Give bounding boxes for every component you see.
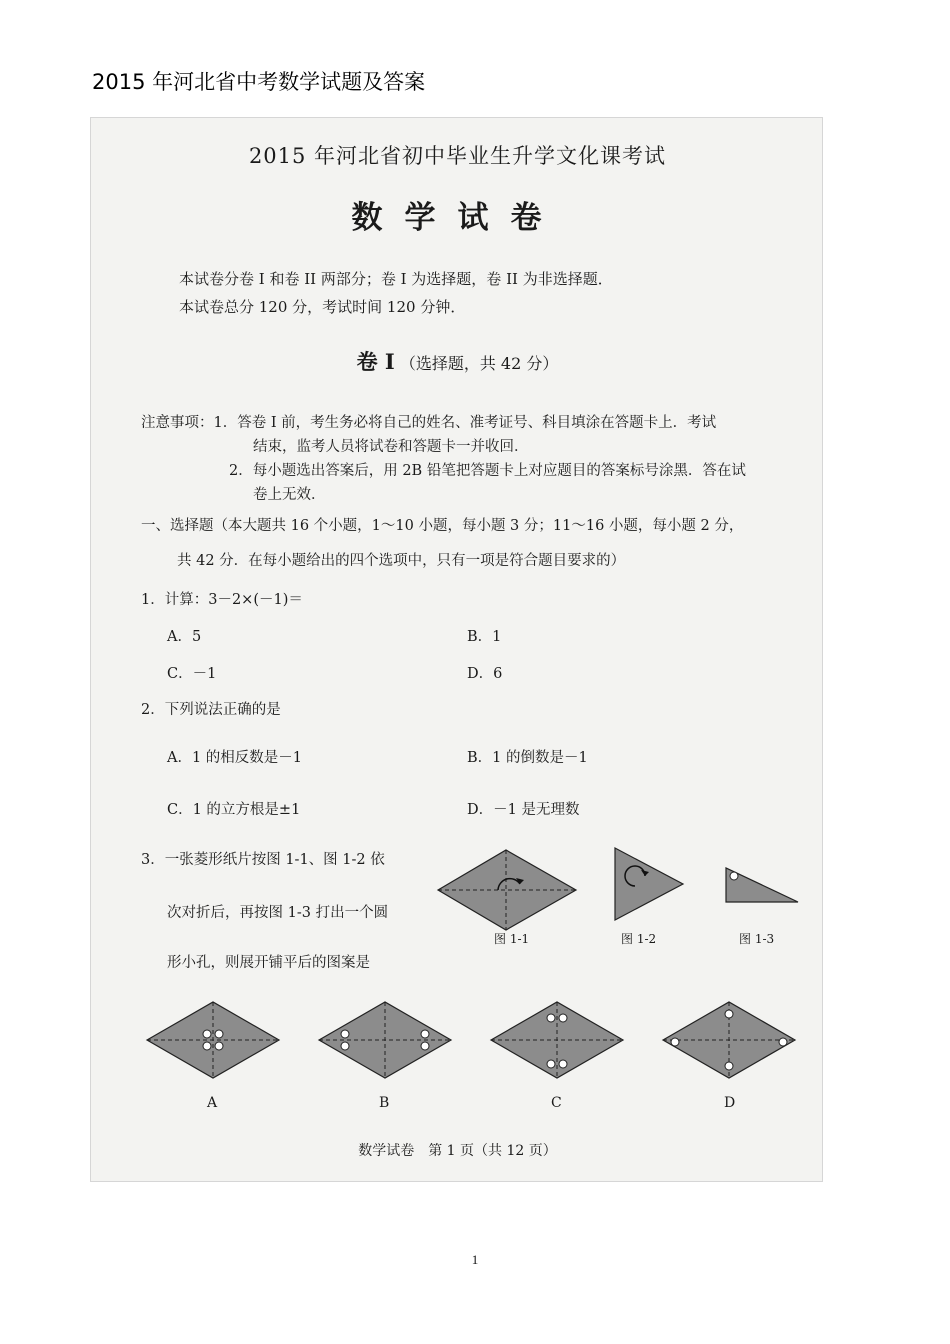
- document-title: 2015 年河北省中考数学试题及答案: [92, 70, 426, 94]
- exam-header: 2015 年河北省初中毕业生升学文化课考试: [248, 144, 667, 168]
- note-1-line-1: 注意事项：1．答卷 I 前，考生务必将自己的姓名、准考证号、科目填涂在答题卡上．考试: [141, 415, 717, 431]
- scanned-exam-page: [90, 117, 823, 1182]
- question-2-option-d: D．－1 是无理数: [467, 802, 580, 818]
- question-2-option-b: B．1 的倒数是－1: [467, 750, 588, 766]
- note-1-line-2: 结束，监考人员将试卷和答题卡一并收回．: [253, 439, 529, 455]
- choice-c-label: C: [551, 1095, 562, 1111]
- question-2-option-a: A．1 的相反数是－1: [167, 750, 303, 766]
- figure-1-3-label: 图 1-3: [739, 932, 775, 946]
- question-1-option-c: C．－1: [167, 666, 217, 682]
- choice-d-figure: [661, 998, 801, 1078]
- choice-d-label: D: [724, 1095, 736, 1111]
- exam-subject-title: 数学试卷: [351, 200, 564, 236]
- question-1-option-a: A．5: [167, 629, 202, 645]
- question-1-stem: 1．计算：3－2×(－1)＝: [141, 592, 303, 608]
- figure-1-3-triangle: [724, 866, 804, 906]
- figure-1-1-rhombus: [436, 848, 581, 938]
- question-3-line-1: 3．一张菱形纸片按图 1-1、图 1-2 依: [141, 852, 385, 868]
- question-1-option-d: D．6: [467, 666, 503, 682]
- choice-b-figure: [317, 998, 457, 1078]
- section-title: 卷 I: [356, 349, 395, 374]
- figure-1-2-label: 图 1-2: [621, 932, 657, 946]
- exam-page-footer: 数学试卷 第 1 页（共 12 页）: [358, 1143, 557, 1159]
- choice-b-label: B: [379, 1095, 390, 1111]
- choice-c-figure: [489, 998, 629, 1078]
- part-one-instruction-2: 共 42 分．在每小题给出的四个选项中，只有一项是符合题目要求的）: [177, 553, 626, 569]
- note-2-line-2: 卷上无效．: [253, 487, 326, 503]
- question-3-line-3: 形小孔，则展开铺平后的图案是: [167, 955, 370, 971]
- figure-1-2-triangle: [613, 846, 688, 926]
- section-heading: [91, 346, 823, 376]
- page-number: 1: [471, 1252, 479, 1267]
- choice-a-label: A: [207, 1095, 218, 1111]
- question-1-option-b: B．1: [467, 629, 502, 645]
- part-one-instruction-1: 一、选择题（本大题共 16 个小题，1～10 小题，每小题 3 分；11～16 小题，每小题 2 分，: [141, 518, 744, 534]
- section-subtitle: （选择题，共 42 分）: [399, 354, 559, 373]
- question-3-line-2: 次对折后，再按图 1-3 打出一个圆: [167, 905, 389, 921]
- intro-line-2: 本试卷总分 120 分，考试时间 120 分钟．: [179, 298, 466, 316]
- intro-line-1: 本试卷分卷 I 和卷 II 两部分；卷 I 为选择题，卷 II 为非选择题．: [179, 270, 613, 288]
- figure-1-1-label: 图 1-1: [494, 932, 530, 946]
- question-2-stem: 2．下列说法正确的是: [141, 702, 281, 718]
- question-2-option-c: C．1 的立方根是±1: [167, 802, 301, 818]
- choice-a-figure: [145, 998, 285, 1078]
- note-2-line-1: 2．每小题选出答案后，用 2B 铅笔把答题卡上对应题目的答案标号涂黑．答在试: [229, 463, 746, 479]
